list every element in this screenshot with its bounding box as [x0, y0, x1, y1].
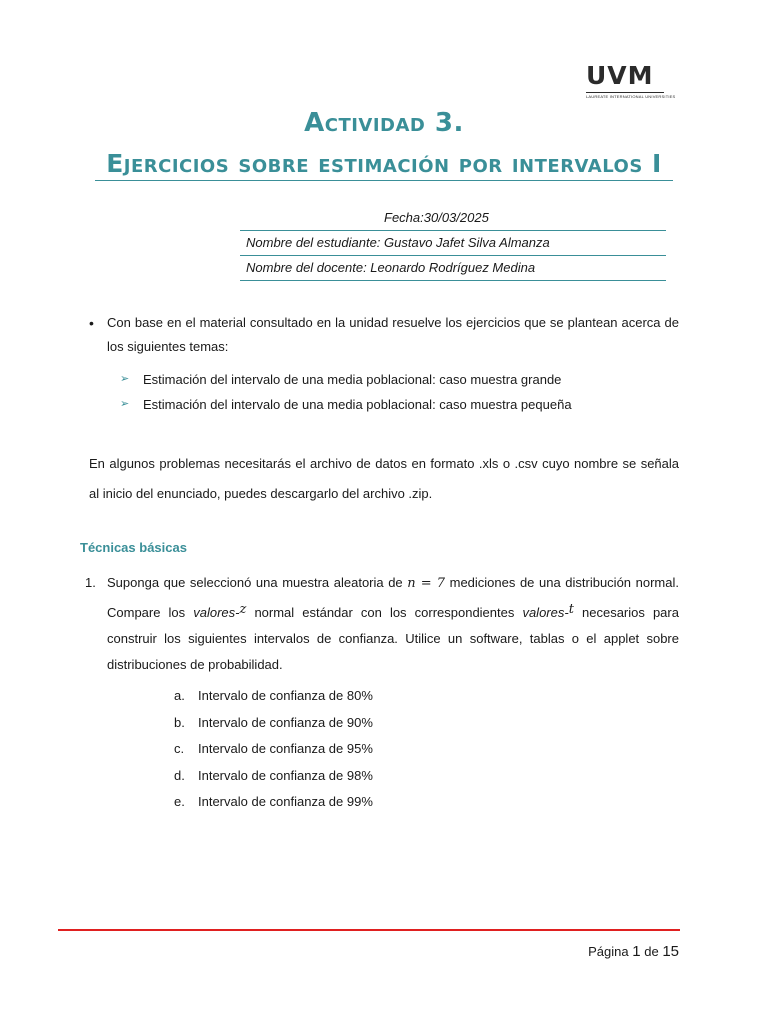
footer-rule — [58, 929, 680, 931]
question-text — [107, 570, 679, 678]
intro-bullet — [89, 311, 679, 359]
logo-subtext: LAUREATE INTERNATIONAL UNIVERSITIES — [586, 94, 676, 99]
confidence-interval-list — [174, 683, 373, 816]
list-item — [174, 683, 373, 710]
section-heading: Técnicas básicas — [80, 540, 187, 555]
data-file-note: En algunos problemas necesitarás el archivo de datos en formato .xls o .csv cuyo nombre se señala al inicio del enunciado, puedes descargarlo del archivo .zip. — [89, 456, 679, 501]
list-item — [120, 392, 680, 417]
of-word: de — [644, 944, 659, 959]
list-item — [120, 367, 680, 392]
list-item — [174, 710, 373, 737]
item-text: Intervalo de confianza de 99% — [198, 794, 373, 809]
list-item — [174, 789, 373, 816]
topic-text: Estimación del intervalo de una media poblacional: caso muestra grande — [143, 372, 562, 387]
date-field: Fecha:30/03/2025 — [240, 206, 666, 231]
n-expression: n = 7 — [407, 576, 446, 591]
item-text: Intervalo de confianza de 95% — [198, 741, 373, 756]
page-word: Página — [588, 944, 629, 959]
z-symbol: z — [239, 602, 247, 617]
current-page: 1 — [632, 943, 641, 960]
item-label: e. — [174, 794, 185, 809]
arrow-bullet-icon: ➢ — [120, 398, 130, 410]
student-name-field: Nombre del estudiante: Gustavo Jafet Silva Almanza — [240, 231, 666, 256]
list-item — [174, 763, 373, 790]
question-text-part: Suponga que seleccionó una muestra aleatoria de — [107, 575, 403, 590]
item-text: Intervalo de confianza de 90% — [198, 714, 373, 730]
question-text-part: necesarios para construir los siguientes intervalos de confianza. Utilice un software, tablas o el applet sobre distribuciones de probabilidad. — [107, 605, 679, 672]
valores-z-label: valores- — [193, 605, 240, 620]
bullet-dot-icon: • — [89, 315, 94, 331]
item-label: b. — [174, 714, 185, 730]
item-label: d. — [174, 767, 185, 783]
activity-subtitle: Ejercicios sobre estimación por intervalos I — [95, 149, 673, 181]
header-info-table — [240, 206, 666, 281]
question-number: 1. — [85, 575, 96, 590]
item-label: c. — [174, 741, 185, 756]
item-label: a. — [174, 688, 185, 703]
question-text-part: normal estándar con los correspondientes — [254, 605, 515, 620]
logo-wordmark: UVM — [586, 61, 654, 90]
list-item — [174, 736, 373, 763]
item-text: Intervalo de confianza de 80% — [198, 688, 373, 703]
question-1 — [85, 570, 679, 678]
item-text: Intervalo de confianza de 98% — [198, 767, 373, 783]
topic-text: Estimación del intervalo de una media poblacional: caso muestra pequeña — [143, 397, 572, 412]
valores-t-label: valores- — [522, 605, 569, 620]
total-pages: 15 — [662, 943, 679, 960]
uvm-logo — [586, 61, 676, 100]
intro-text: Con base en el material consultado en la unidad resuelve los ejercicios que se plantean acerca de los siguientes temas: — [107, 315, 679, 354]
activity-title: Actividad 3. — [304, 108, 464, 138]
teacher-name-field: Nombre del docente: Leonardo Rodríguez Medina — [240, 256, 666, 281]
question-text-part: mediciones de una distribución normal. Compare los — [107, 575, 679, 620]
topic-list — [120, 367, 680, 417]
page-number — [588, 943, 679, 960]
t-symbol: t — [568, 602, 574, 617]
arrow-bullet-icon: ➢ — [120, 373, 130, 385]
